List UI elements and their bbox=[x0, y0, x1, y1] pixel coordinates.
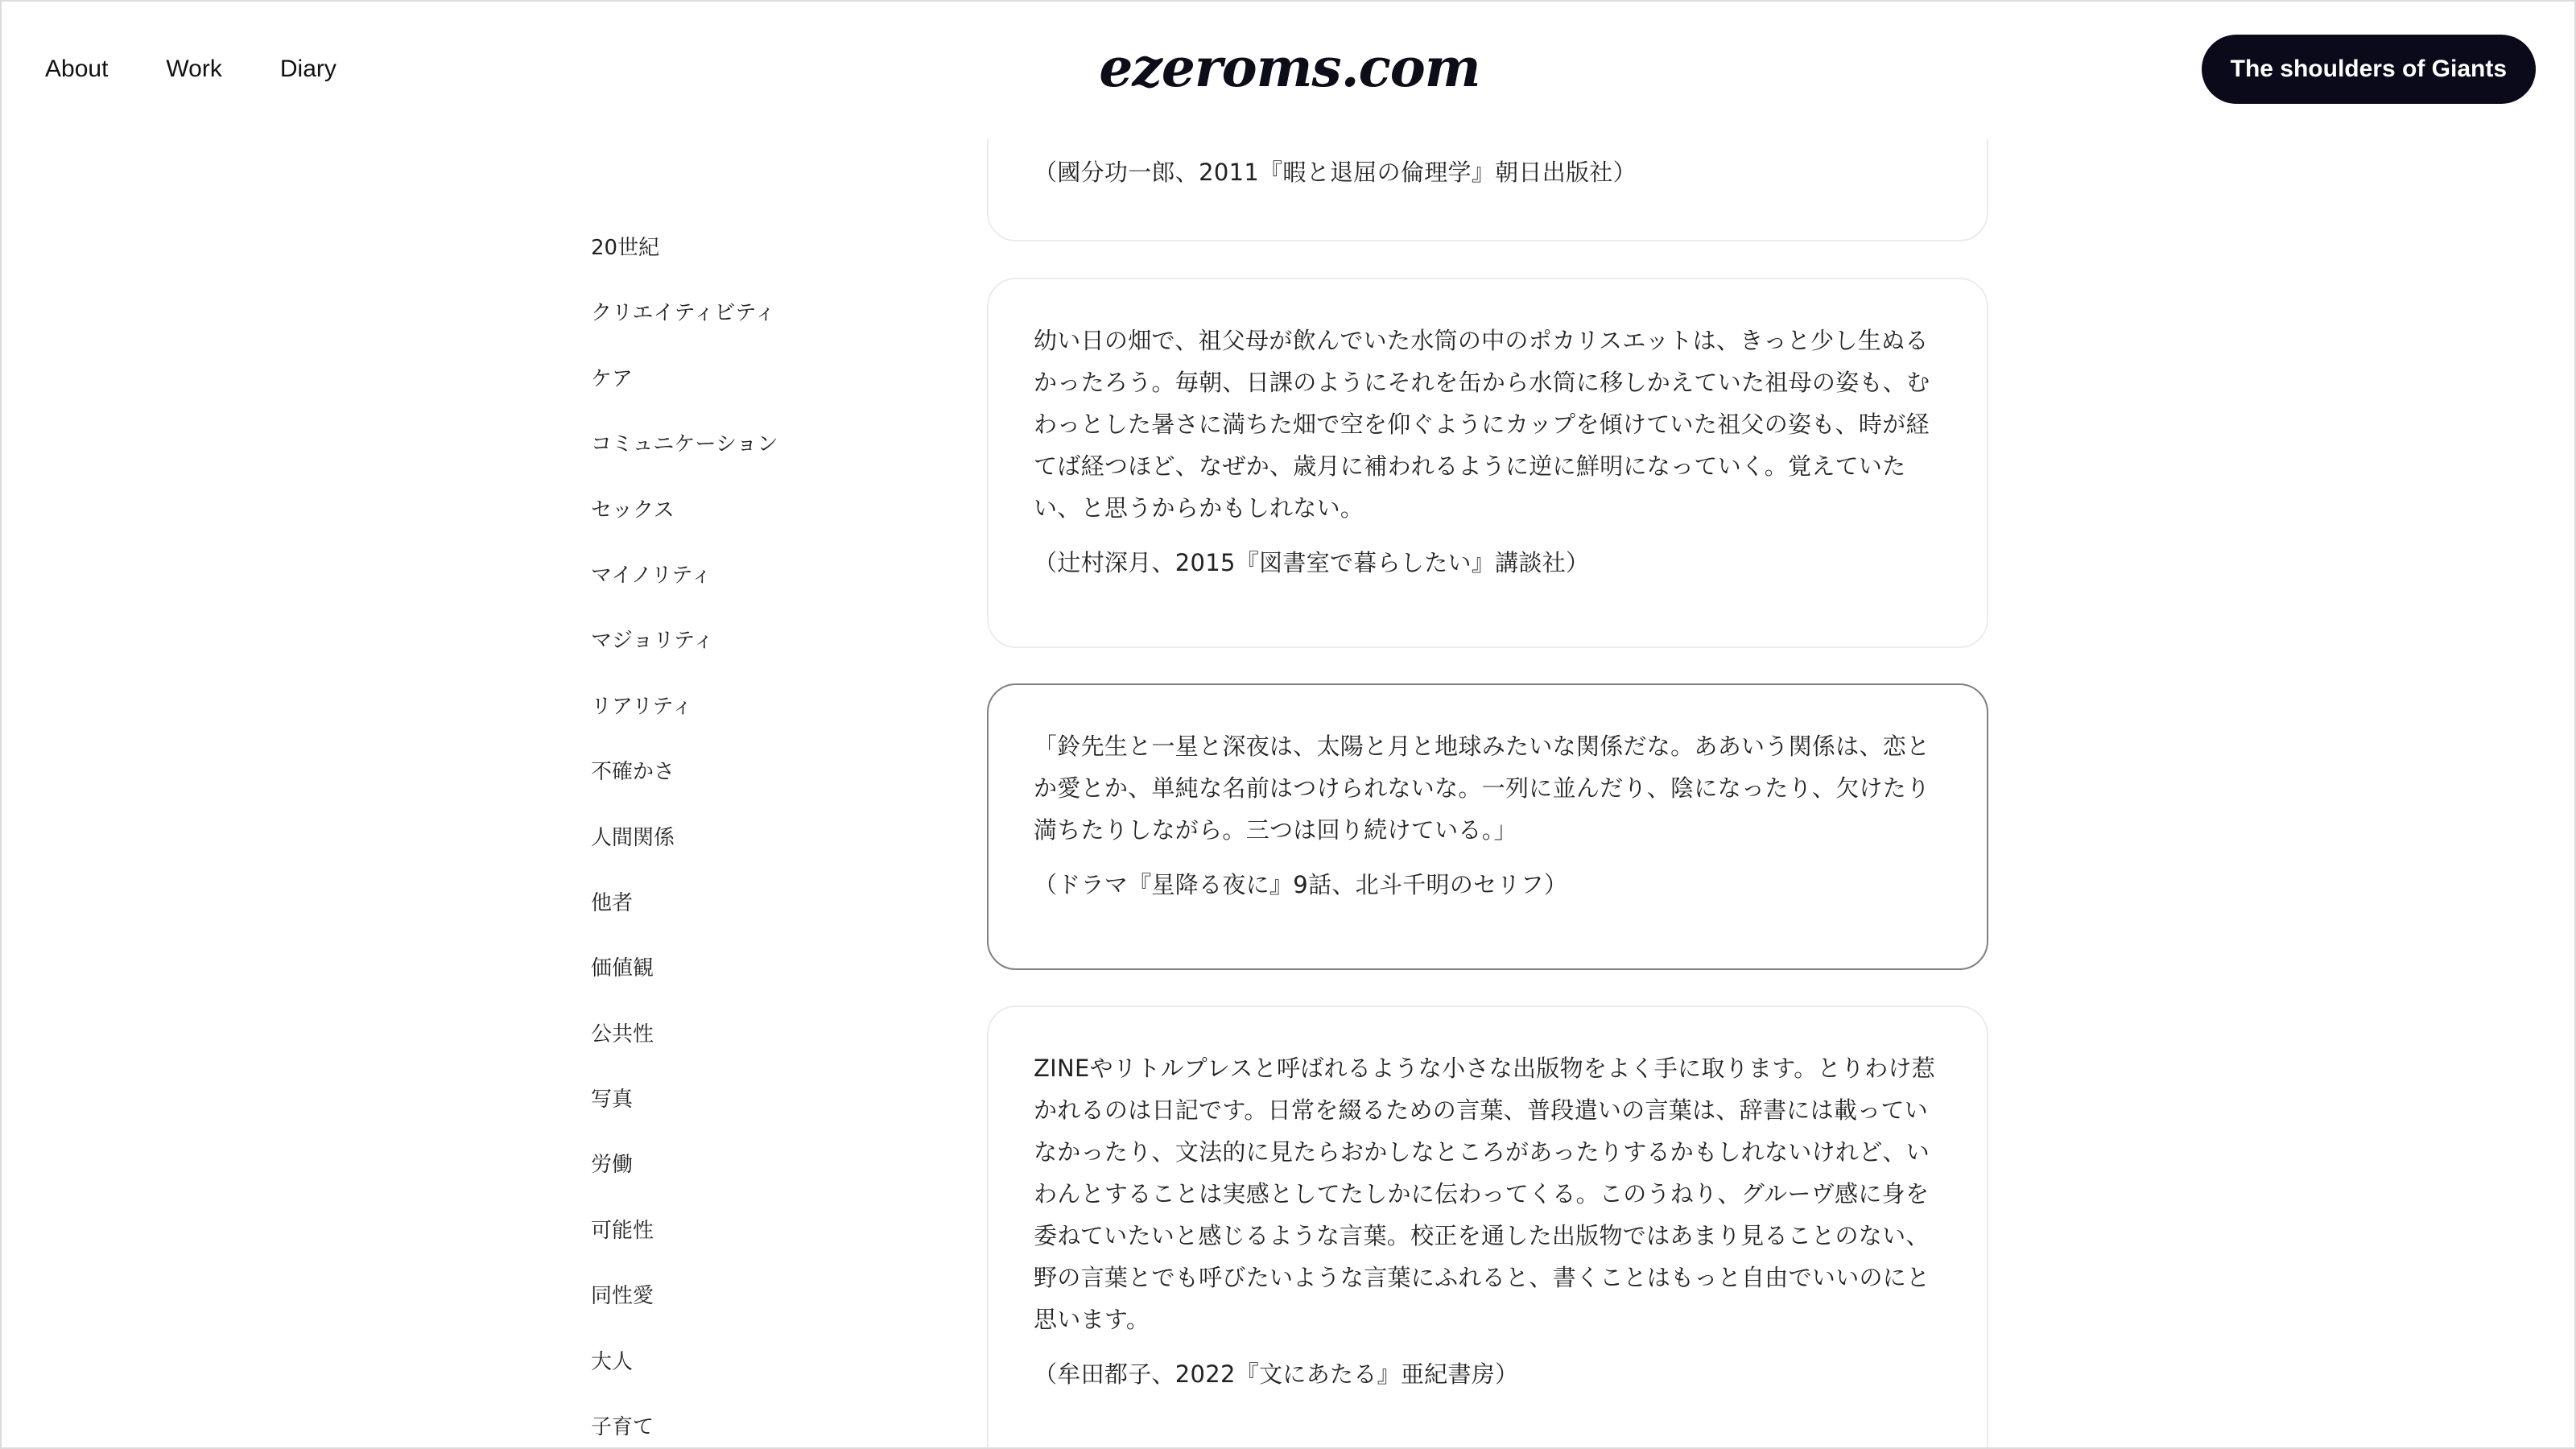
tag-item[interactable]: 可能性 bbox=[591, 1218, 654, 1243]
quote-source: （牟田都子、2022『文にあたる』亜紀書房） bbox=[1034, 1360, 1519, 1388]
tag-item[interactable]: 他者 bbox=[591, 890, 634, 915]
quote-card[interactable] bbox=[987, 278, 1988, 648]
tag-item[interactable]: 労働 bbox=[591, 1153, 634, 1178]
quote-text: 「鈴先生と一星と深夜は、太陽と月と地球みたいな関係だな。ああいう関係は、恋とか愛とか、単純な名前はつけられないな。一列に並んだり、陰になったり、欠けたり満ちたりしながら。三つは回り続けている。」 bbox=[1034, 733, 1930, 844]
tag-item[interactable]: 大人 bbox=[591, 1349, 634, 1374]
tag-item[interactable]: 公共性 bbox=[591, 1022, 654, 1046]
tag-item[interactable]: 写真 bbox=[591, 1088, 634, 1113]
tag-item[interactable]: ケア bbox=[591, 366, 634, 391]
nav-about-link[interactable]: About bbox=[45, 56, 109, 82]
tag-item[interactable]: マイノリティ bbox=[591, 563, 712, 588]
tag-item[interactable]: 20世紀 bbox=[591, 236, 660, 260]
tag-item[interactable]: 価値観 bbox=[591, 956, 654, 981]
quote-source: （國分功一郎、2011『暇と退屈の倫理学』朝日出版社） bbox=[1034, 159, 1637, 186]
tag-list bbox=[591, 233, 778, 1449]
tag-item[interactable]: 人間関係 bbox=[591, 825, 675, 850]
quote-text: 幼い日の畑で、祖父母が飲んでいた水筒の中のポカリスエットは、きっと少し生ぬるかったろう。毎朝、日課のようにそれを缶から水筒に移しかえていた祖母の姿も、むわっとした暑さに満ちた畑で空を仰ぐようにカップを傾けていた祖父の姿も、時が経てば経つほど、なぜか、歳月に補われるように逆に鮮明になっていく。覚えていたい、と思うからかもしれない。 bbox=[1034, 327, 1930, 522]
nav-diary-link[interactable]: Diary bbox=[279, 56, 336, 82]
tag-item[interactable]: 不確かさ bbox=[591, 760, 675, 785]
quote-source: （辻村深月、2015『図書室で暮らしたい』講談社） bbox=[1034, 549, 1590, 576]
tag-item[interactable]: マジョリティ bbox=[591, 629, 714, 654]
tag-item[interactable]: 子育て bbox=[591, 1415, 654, 1440]
quote-source: （ドラマ『星降る夜に』9話、北斗千明のセリフ） bbox=[1034, 871, 1568, 898]
tag-item[interactable]: クリエイティビティ bbox=[591, 301, 776, 326]
site-logo[interactable]: ezeroms.com bbox=[1099, 36, 1480, 99]
nav-work-link[interactable]: Work bbox=[166, 56, 222, 82]
quote-text: ZINEやリトルプレスと呼ばれるような小さな出版物をよく手に取ります。とりわけ惹かれるのは日記です。日常を綴るための言葉、普段遣いの言葉は、辞書には載っていなかったり、文法的に見たらおかしなところがあったりするかもしれないけれど、いわんとすることは実感としてたしかに伝わってくる。このうねり、グルーヴ感に身を委ねていたいと感じるような言葉。校正を通した出版物ではあまり見ることのない、野の言葉とでも呼びたいような言葉にふれると、書くことはもっと自由でいいのにと思います。 bbox=[1034, 1055, 1936, 1333]
quote-card-active[interactable] bbox=[987, 683, 1988, 970]
shoulders-of-giants-button[interactable]: The shoulders of Giants bbox=[2202, 35, 2536, 104]
tag-item[interactable]: コミュニケーション bbox=[591, 432, 778, 457]
tag-item[interactable]: リアリティ bbox=[591, 694, 693, 719]
tag-item[interactable]: セックス bbox=[591, 497, 675, 522]
site-header bbox=[2, 2, 2576, 138]
tag-item[interactable]: 同性愛 bbox=[591, 1284, 654, 1309]
quote-card[interactable] bbox=[987, 1005, 1988, 1449]
